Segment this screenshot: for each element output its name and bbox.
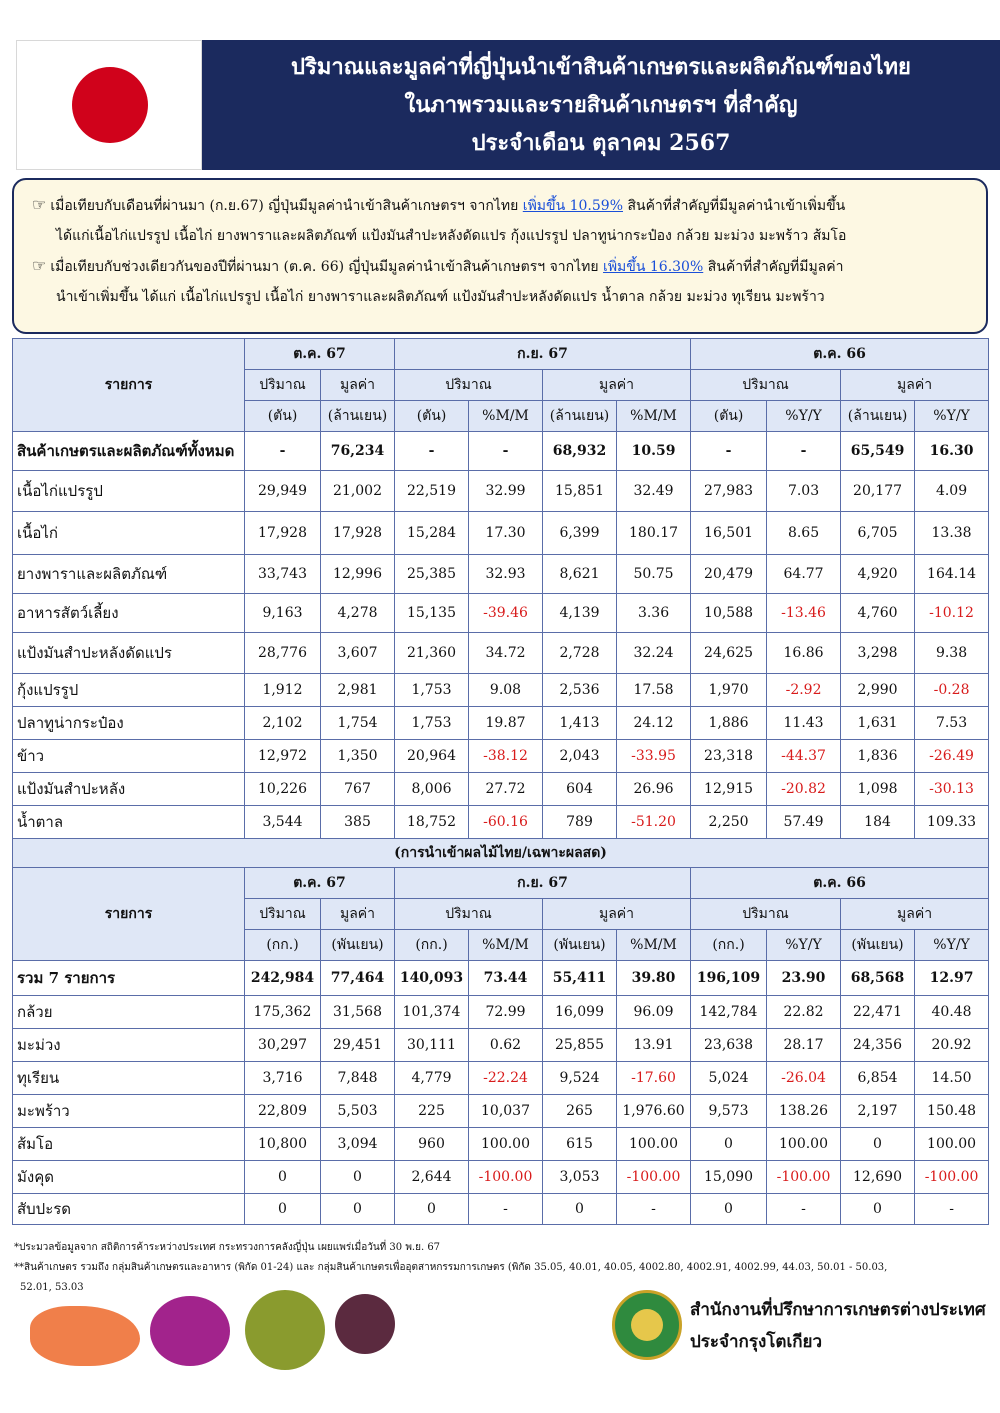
table-cell: 12,972	[245, 740, 321, 773]
table-cell: 10.59	[617, 432, 691, 471]
table-cell: 2,981	[321, 674, 395, 707]
table-cell: 25,385	[395, 555, 469, 594]
table-cell: 2,250	[691, 806, 767, 839]
table-cell: 22,471	[841, 996, 915, 1029]
fruit-import-table: (การนำเข้าผลไม้ไทย/เฉพาะผลสด) รายการ ต.ค. 67 ก.ย. 67 ต.ค. 66 ปริมาณ มูลค่า ปริมาณ มูลค่า ปริมาณ มูลค่า (กก.) (พันเยน) (กก.) %M/M (พันเยน) %M/M (กก.) %Y/Y (พันเยน) %Y/Y รวม 7 รายการ 242,984 77,464 140,093 73.44 55,411 39.80 196,109 23.90 68,568 12.97 กล้วย 175,362 31,568 101,374 72.99 16,099 96.09 142,784 22.82 22,471 40.48 มะม่วง 30,297 29,451 30,111 0.62 25,855 13.91 23,638 28.17 24,356 20.92 ทุเรียน 3,716 7,848 4,779 -22.24 9,524 -17.60 5,024 -26.04 6,854 14.50 มะพร้าว 22,809 5,503 225 10,037 265 1,976.60 9,573 138.26 2,197 150.48 ส้มโอ 10,800 3,094 960 100.00 615 100.00 0 100.00 0 100.00 มังคุด 0 0 2,644 -100.00 3,053 -100.00 15,090 -100.00 12,690 -100.00 สับปะรด 0 0 0 - 0 - 0 - 0 -	[12, 838, 989, 1225]
table-cell: 164.14	[915, 555, 989, 594]
table-cell: 24,356	[841, 1029, 915, 1062]
table-cell: 57.49	[767, 806, 841, 839]
header	[16, 40, 1000, 170]
table-cell: 109.33	[915, 806, 989, 839]
table-cell: 6,705	[841, 512, 915, 555]
row-label: แป้งมันสำปะหลัง	[13, 773, 245, 806]
durian-image	[245, 1290, 325, 1370]
table-cell: 10,588	[691, 594, 767, 633]
table-cell: 19.87	[469, 707, 543, 740]
table-cell: 3.36	[617, 594, 691, 633]
table-cell: 960	[395, 1128, 469, 1161]
table-cell: -30.13	[915, 773, 989, 806]
table-cell: 31,568	[321, 996, 395, 1029]
table-cell: 34.72	[469, 633, 543, 674]
table-cell: 32.93	[469, 555, 543, 594]
table-cell: -20.82	[767, 773, 841, 806]
table-cell: 39.80	[617, 961, 691, 996]
table-row	[13, 432, 989, 471]
table-cell: 76,234	[321, 432, 395, 471]
table-cell: 16,099	[543, 996, 617, 1029]
table-cell: 100.00	[767, 1128, 841, 1161]
table-cell: 73.44	[469, 961, 543, 996]
table-cell: 6,854	[841, 1062, 915, 1095]
table-cell: -38.12	[469, 740, 543, 773]
table-cell: 96.09	[617, 996, 691, 1029]
table-cell: -17.60	[617, 1062, 691, 1095]
table-cell: -100.00	[469, 1161, 543, 1194]
orchid-image	[150, 1296, 230, 1366]
table-row	[13, 674, 989, 707]
table-cell: -100.00	[617, 1161, 691, 1194]
table-cell: 33,743	[245, 555, 321, 594]
table-cell: -	[767, 1194, 841, 1225]
table-cell: 30,297	[245, 1029, 321, 1062]
table-cell: 7.53	[915, 707, 989, 740]
table-cell: 0	[543, 1194, 617, 1225]
table-cell: 767	[321, 773, 395, 806]
row-label: ทุเรียน	[13, 1062, 245, 1095]
table-cell: 1,753	[395, 674, 469, 707]
table-cell: 22.82	[767, 996, 841, 1029]
row-label: สินค้าเกษตรและผลิตภัณฑ์ทั้งหมด	[13, 432, 245, 471]
table-cell: -39.46	[469, 594, 543, 633]
mangosteen-image	[335, 1294, 395, 1354]
table-cell: 10,226	[245, 773, 321, 806]
table-cell: 40.48	[915, 996, 989, 1029]
table-row	[13, 471, 989, 512]
table-cell: 12,915	[691, 773, 767, 806]
table-cell: 64.77	[767, 555, 841, 594]
table-cell: -60.16	[469, 806, 543, 839]
table-cell: -	[915, 1194, 989, 1225]
table-row	[13, 594, 989, 633]
table-cell: 17,928	[321, 512, 395, 555]
table-cell: 0.62	[469, 1029, 543, 1062]
table-cell: -26.04	[767, 1062, 841, 1095]
table-cell: 6,399	[543, 512, 617, 555]
table-row	[13, 1194, 989, 1225]
table-cell: 8.65	[767, 512, 841, 555]
table-cell: 16.30	[915, 432, 989, 471]
table-cell: -2.92	[767, 674, 841, 707]
row-label: สับปะรด	[13, 1194, 245, 1225]
table-cell: 9.08	[469, 674, 543, 707]
table-row	[13, 555, 989, 594]
ministry-logo-icon	[612, 1290, 682, 1360]
table-cell: 184	[841, 806, 915, 839]
table-cell: 150.48	[915, 1095, 989, 1128]
table-cell: 26.96	[617, 773, 691, 806]
row-label: มะพร้าว	[13, 1095, 245, 1128]
row-label: ปลาทูน่ากระป๋อง	[13, 707, 245, 740]
table-cell: 3,544	[245, 806, 321, 839]
table-row	[13, 512, 989, 555]
table-cell: 5,503	[321, 1095, 395, 1128]
row-label: กล้วย	[13, 996, 245, 1029]
table-cell: 2,728	[543, 633, 617, 674]
row-label: ยางพาราและผลิตภัณฑ์	[13, 555, 245, 594]
table-row	[13, 1128, 989, 1161]
row-label: แป้งมันสำปะหลังดัดแปร	[13, 633, 245, 674]
table-cell: 101,374	[395, 996, 469, 1029]
table-cell: 180.17	[617, 512, 691, 555]
table-cell: 0	[321, 1194, 395, 1225]
table-cell: 7.03	[767, 471, 841, 512]
table-cell: 3,053	[543, 1161, 617, 1194]
summary-mom: ☞ เมื่อเทียบกับเดือนที่ผ่านมา (ก.ย.67) ญี่ปุ่นมีมูลค่านำเข้าสินค้าเกษตรฯ จากไทย เพิ่มขึ้น 10.59% สินค้าที่สำคัญที่มีมูลค่านำเข้าเพิ่มขึ้น	[32, 195, 846, 214]
table-cell: 20,177	[841, 471, 915, 512]
table-cell: -10.12	[915, 594, 989, 633]
table-cell: 1,754	[321, 707, 395, 740]
table-row	[13, 740, 989, 773]
table-row	[13, 633, 989, 674]
table-cell: 15,851	[543, 471, 617, 512]
table-cell: 28.17	[767, 1029, 841, 1062]
table-cell: 385	[321, 806, 395, 839]
table-cell: 32.49	[617, 471, 691, 512]
table-cell: 65,549	[841, 432, 915, 471]
table-cell: -0.28	[915, 674, 989, 707]
table-cell: 2,102	[245, 707, 321, 740]
table-cell: 22,519	[395, 471, 469, 512]
table-cell: 2,990	[841, 674, 915, 707]
table-cell: 4.09	[915, 471, 989, 512]
table-cell: 2,644	[395, 1161, 469, 1194]
table-cell: 1,912	[245, 674, 321, 707]
table-cell: -44.37	[767, 740, 841, 773]
table-cell: 1,350	[321, 740, 395, 773]
table-cell: -26.49	[915, 740, 989, 773]
table-cell: 3,716	[245, 1062, 321, 1095]
row-label: รวม 7 รายการ	[13, 961, 245, 996]
product-photos	[30, 1284, 390, 1374]
table-cell: 175,362	[245, 996, 321, 1029]
table-cell: 0	[321, 1161, 395, 1194]
table-cell: 13.91	[617, 1029, 691, 1062]
table-cell: 196,109	[691, 961, 767, 996]
table-cell: 16.86	[767, 633, 841, 674]
row-label: ส้มโอ	[13, 1128, 245, 1161]
table-cell: 20,479	[691, 555, 767, 594]
table-cell: 4,920	[841, 555, 915, 594]
table-cell: 3,298	[841, 633, 915, 674]
row-label: อาหารสัตว์เลี้ยง	[13, 594, 245, 633]
table-cell: 2,197	[841, 1095, 915, 1128]
table-cell: 29,451	[321, 1029, 395, 1062]
table-row	[13, 1062, 989, 1095]
table-cell: 32.24	[617, 633, 691, 674]
table-cell: -	[691, 432, 767, 471]
table-cell: 615	[543, 1128, 617, 1161]
organization-name: สำนักงานที่ปรึกษาการเกษตรต่างประเทศ ประจำกรุงโตเกียว	[690, 1300, 986, 1352]
table-cell: 2,536	[543, 674, 617, 707]
table-row	[13, 1029, 989, 1062]
table-cell: 9.38	[915, 633, 989, 674]
table-cell: 8,621	[543, 555, 617, 594]
row-label: มังคุด	[13, 1161, 245, 1194]
table-cell: 16,501	[691, 512, 767, 555]
table-cell: -51.20	[617, 806, 691, 839]
table-row	[13, 961, 989, 996]
table-cell: 1,098	[841, 773, 915, 806]
fruit-subtitle: (การนำเข้าผลไม้ไทย/เฉพาะผลสด)	[13, 839, 989, 868]
table-cell: 21,002	[321, 471, 395, 512]
row-label: เนื้อไก่	[13, 512, 245, 555]
table-cell: 23,318	[691, 740, 767, 773]
table-cell: 22,809	[245, 1095, 321, 1128]
summary-yoy: ☞ เมื่อเทียบกับช่วงเดียวกันของปีที่ผ่านมา (ต.ค. 66) ญี่ปุ่นมีมูลค่านำเข้าสินค้าเกษตรฯ จากไทย เพิ่มขึ้น 16.30% สินค้าที่สำคัญที่มีมูลค่า	[32, 256, 844, 275]
table-row	[13, 773, 989, 806]
table-cell: -100.00	[767, 1161, 841, 1194]
table-cell: 17.58	[617, 674, 691, 707]
table-cell: -	[469, 432, 543, 471]
table-cell: 23.90	[767, 961, 841, 996]
table-cell: 1,836	[841, 740, 915, 773]
table-cell: 265	[543, 1095, 617, 1128]
table-cell: 1,970	[691, 674, 767, 707]
row-label: มะม่วง	[13, 1029, 245, 1062]
table-cell: 14.50	[915, 1062, 989, 1095]
table-cell: 21,360	[395, 633, 469, 674]
table-row	[13, 707, 989, 740]
table-cell: 68,568	[841, 961, 915, 996]
table-cell: 1,631	[841, 707, 915, 740]
table-cell: 27.72	[469, 773, 543, 806]
table-cell: 72.99	[469, 996, 543, 1029]
table-row	[13, 996, 989, 1029]
table-cell: -	[245, 432, 321, 471]
table-cell: 0	[395, 1194, 469, 1225]
table-cell: 138.26	[767, 1095, 841, 1128]
table-cell: 1,886	[691, 707, 767, 740]
table-cell: 20.92	[915, 1029, 989, 1062]
table-cell: 1,976.60	[617, 1095, 691, 1128]
table-cell: 55,411	[543, 961, 617, 996]
table-cell: 604	[543, 773, 617, 806]
table-cell: 0	[245, 1161, 321, 1194]
table-cell: 4,760	[841, 594, 915, 633]
table-cell: 15,135	[395, 594, 469, 633]
table-cell: 8,006	[395, 773, 469, 806]
row-label: กุ้งแปรรูป	[13, 674, 245, 707]
table-cell: 13.38	[915, 512, 989, 555]
table-cell: 20,964	[395, 740, 469, 773]
table-cell: 0	[245, 1194, 321, 1225]
table-row	[13, 1161, 989, 1194]
table-cell: 0	[691, 1194, 767, 1225]
page-title: ปริมาณและมูลค่าที่ญี่ปุ่นนำเข้าสินค้าเกษตรและผลิตภัณฑ์ของไทย ในภาพรวมและรายสินค้าเกษตรฯ ที่สำคัญ ประจำเดือน ตุลาคม 2567	[202, 40, 1000, 170]
table-cell: 100.00	[617, 1128, 691, 1161]
table-cell: 9,163	[245, 594, 321, 633]
table-cell: -22.24	[469, 1062, 543, 1095]
table-cell: 0	[841, 1194, 915, 1225]
shrimp-image	[30, 1306, 140, 1366]
table-cell: 28,776	[245, 633, 321, 674]
row-label: น้ำตาล	[13, 806, 245, 839]
table-cell: -	[469, 1194, 543, 1225]
table-cell: 25,855	[543, 1029, 617, 1062]
table-cell: -	[395, 432, 469, 471]
table-cell: -33.95	[617, 740, 691, 773]
table-cell: 29,949	[245, 471, 321, 512]
table-cell: 17,928	[245, 512, 321, 555]
table-cell: 68,932	[543, 432, 617, 471]
summary-box: ☞ เมื่อเทียบกับเดือนที่ผ่านมา (ก.ย.67) ญี่ปุ่นมีมูลค่านำเข้าสินค้าเกษตรฯ จากไทย เพิ่มขึ้น 10.59% สินค้าที่สำคัญที่มีมูลค่านำเข้าเพิ่มขึ้น ได้แก่เนื้อไก่แปรรูป เนื้อไก่ ยางพาราและผลิตภัณฑ์ แป้งมันสำปะหลังดัดแปร กุ้งแปรรูป ปลาทูน่ากระป๋อง กล้วย มะม่วง มะพร้าว ส้มโอ ☞ เมื่อเทียบกับช่วงเดียวกันของปีที่ผ่านมา (ต.ค. 66) ญี่ปุ่นมีมูลค่านำเข้าสินค้าเกษตรฯ จากไทย เพิ่มขึ้น 16.30% สินค้าที่สำคัญที่มีมูลค่า นำเข้าเพิ่มขึ้น ได้แก่ เนื้อไก่แปรรูป เนื้อไก่ ยางพาราและผลิตภัณฑ์ แป้งมันสำปะหลังดัดแปร น้ำตาล กล้วย มะม่วง ทุเรียน มะพร้าว	[12, 178, 988, 334]
table-row	[13, 1095, 989, 1128]
table-cell: -100.00	[915, 1161, 989, 1194]
table-cell: 100.00	[469, 1128, 543, 1161]
table-cell: 24,625	[691, 633, 767, 674]
table-cell: 0	[691, 1128, 767, 1161]
table-cell: -	[767, 432, 841, 471]
table-cell: 242,984	[245, 961, 321, 996]
pointing-hand-icon: ☞	[32, 195, 47, 214]
table-cell: 100.00	[915, 1128, 989, 1161]
table-cell: 1,753	[395, 707, 469, 740]
table-cell: 789	[543, 806, 617, 839]
table-cell: 30,111	[395, 1029, 469, 1062]
table-cell: 12.97	[915, 961, 989, 996]
footnotes: *ประมวลข้อมูลจาก สถิติการค้าระหว่างประเทศ กระทรวงการคลังญี่ปุ่น เผยแพร่เมื่อวันที่ 30 พ.ย. 67 **สินค้าเกษตร รวมถึง กลุ่มสินค้าเกษตรและอาหาร (พิกัด 01-24) และ กลุ่มสินค้าเกษตรเพื่ออุตสาหกรรมการเกษตร (พิกัด 35.05, 40.01, 40.05, 4002.80, 4002.91, 4002.99, 44.03, 50.01 - 50.03, 52.01, 53.03	[14, 1242, 888, 1293]
table-cell: 17.30	[469, 512, 543, 555]
table-cell: 9,573	[691, 1095, 767, 1128]
table-row	[13, 806, 989, 839]
table-cell: 9,524	[543, 1062, 617, 1095]
table-cell: 10,037	[469, 1095, 543, 1128]
table-cell: 50.75	[617, 555, 691, 594]
table-cell: 0	[841, 1128, 915, 1161]
table-cell: 10,800	[245, 1128, 321, 1161]
table-cell: 142,784	[691, 996, 767, 1029]
table-cell: 15,090	[691, 1161, 767, 1194]
table-cell: 32.99	[469, 471, 543, 512]
table-cell: 4,139	[543, 594, 617, 633]
japan-flag-icon	[16, 40, 202, 170]
agri-import-table: รายการ ต.ค. 67 ก.ย. 67 ต.ค. 66 ปริมาณ มูลค่า ปริมาณ มูลค่า ปริมาณ มูลค่า (ตัน) (ล้านเยน) (ตัน) %M/M (ล้านเยน) %M/M (ตัน) %Y/Y (ล้านเยน) %Y/Y สินค้าเกษตรและผลิตภัณฑ์ทั้งหมด - 76,234 - - 68,932 10.59 - - 65,549 16.30 เนื้อไก่แปรรูป 29,949 21,002 22,519 32.99 15,851 32.49 27,983 7.03 20,177 4.09 เนื้อไก่ 17,928 17,928 15,284 17.30 6,399 180.17 16,501 8.65 6,705 13.38 ยางพาราและผลิตภัณฑ์ 33,743 12,996 25,385 32.93 8,621 50.75 20,479 64.77 4,920 164.14 อาหารสัตว์เลี้ยง 9,163 4,278 15,135 -39.46 4,139 3.36 10,588 -13.46 4,760 -10.12 แป้งมันสำปะหลังดัดแปร 28,776 3,607 21,360 34.72 2,728 32.24 24,625 16.86 3,298 9.38 กุ้งแปรรูป 1,912 2,981 1,753 9.08 2,536 17.58 1,970 -2.92 2,990 -0.28 ปลาทูน่ากระป๋อง 2,102 1,754 1,753 19.87 1,413 24.12 1,886 11.43 1,631 7.53 ข้าว 12,972 1,350 20,964 -38.12 2,043 -33.95 23,318 -44.37 1,836 -26.49 แป้งมันสำปะหลัง 10,226 767 8,006 27.72 604 26.96 12,915 -20.82 1,098 -30.13 น้ำตาล 3,544 385 18,752 -60.16 789 -51.20 2,250 57.49 184 109.33	[12, 338, 989, 839]
table-cell: 1,413	[543, 707, 617, 740]
table-cell: 7,848	[321, 1062, 395, 1095]
table-cell: 140,093	[395, 961, 469, 996]
table-cell: 3,607	[321, 633, 395, 674]
table-cell: 15,284	[395, 512, 469, 555]
table-cell: 11.43	[767, 707, 841, 740]
table-cell: 3,094	[321, 1128, 395, 1161]
row-label: ข้าว	[13, 740, 245, 773]
item-header: รายการ	[13, 339, 245, 432]
table-cell: -13.46	[767, 594, 841, 633]
table-cell: 12,996	[321, 555, 395, 594]
table-cell: -	[617, 1194, 691, 1225]
pointing-hand-icon: ☞	[32, 256, 47, 275]
table-cell: 27,983	[691, 471, 767, 512]
table-cell: 5,024	[691, 1062, 767, 1095]
table-cell: 24.12	[617, 707, 691, 740]
item-header: รายการ	[13, 868, 245, 961]
table-cell: 4,779	[395, 1062, 469, 1095]
row-label: เนื้อไก่แปรรูป	[13, 471, 245, 512]
table-cell: 23,638	[691, 1029, 767, 1062]
table-cell: 77,464	[321, 961, 395, 996]
table-cell: 4,278	[321, 594, 395, 633]
table-cell: 12,690	[841, 1161, 915, 1194]
table-cell: 18,752	[395, 806, 469, 839]
table-cell: 2,043	[543, 740, 617, 773]
table-cell: 225	[395, 1095, 469, 1128]
